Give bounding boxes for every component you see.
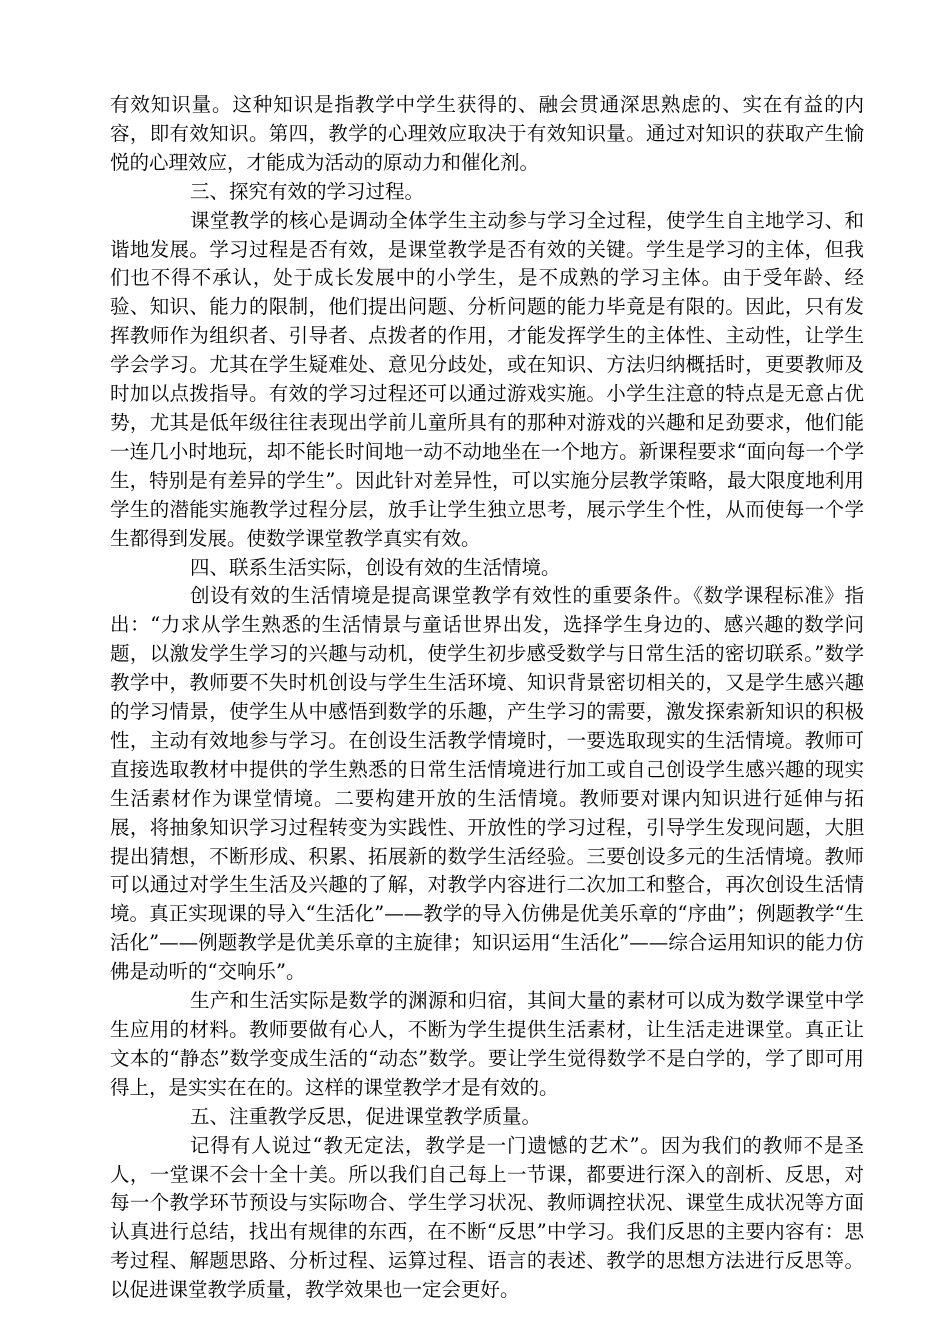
paragraph-reflection: 记得有人说过“教无定法，教学是一门遗憾的艺术”。因为我们的教师不是圣人，一堂课不会十全十美。所以我们自己每上一节课，都要进行深入的剖析、反思，对每一个教学环节预设与实际吻合、学生学习状况、教师调控状况、课堂生成状况等方面认真进行总结，找出有规律的东西，在不断“反思”中学习。我们反思的主要内容有：思考过程、解题思路、分析过程、运算过程、语言的表述、教学的思想方法进行反思等。以促进课堂教学质量，教学效果也一定会更好。 — [110, 1133, 864, 1302]
section-heading-3: 三、探究有效的学习过程。 — [190, 179, 425, 203]
section-heading-5: 五、注重教学反思，促进课堂教学质量。 — [190, 1104, 542, 1128]
paragraph-life-source: 生产和生活实际是数学的渊源和归宿，其间大量的素材可以成为数学课堂中学生应用的材料。教师要做有心人，不断为学生提供生活素材，让生活走进课堂。真正让文本的“静态”数学变成生活的“动态”数学。要让学生觉得数学不是白学的，学了即可用得上，是实实在在的。这样的课堂教学才是有效的。 — [110, 989, 864, 1099]
document-body — [110, 91, 864, 1305]
paragraph-life-situation: 创设有效的生活情境是提高课堂教学有效性的重要条件。《数学课程标准》指出：“力求从学生熟悉的生活情景与童话世界出发，选择学生身边的、感兴趣的数学问题，以激发学生学习的兴趣与动机，使学生初步感受数学与日常生活的密切联系。”数学教学中，教师要不失时机创设与学生生活环境、知识背景密切相关的，又是学生感兴趣的学习情景，使学生从中感悟到数学的乐趣，产生学习的需要，激发探索新知识的积极性，主动有效地参与学习。在创设生活教学情境时，一要选取现实的生活情境。教师可直接选取教材中提供的学生熟悉的日常生活情境进行加工或自己创设学生感兴趣的现实生活素材作为课堂情境。二要构建开放的生活情境。教师要对课内知识进行延伸与拓展，将抽象知识学习过程转变为实践性、开放性的学习过程，引导学生发现问题，大胆提出猜想，不断形成、积累、拓展新的数学生活经验。三要创设多元的生活情境。教师可以通过对学生生活及兴趣的了解，对教学内容进行二次加工和整合，再次创设生活情境。真正实现课的导入“生活化”——教学的导入仿佛是优美乐章的“序曲”；例题教学“生活化”——例题教学是优美乐章的主旋律；知识运用“生活化”——综合运用知识的能力仿佛是动听的“交响乐”。 — [110, 584, 864, 984]
paragraph-continuation: 有效知识量。这种知识是指教学中学生获得的、融会贯通深思熟虑的、实在有益的内容，即有效知识。第四，教学的心理效应取决于有效知识量。通过对知识的获取产生愉悦的心理效应，才能成为活动的原动力和催化剂。 — [110, 93, 864, 174]
paragraph-learning-process: 课堂教学的核心是调动全体学生主动参与学习全过程，使学生自主地学习、和谐地发展。学习过程是否有效，是课堂教学是否有效的关键。学生是学习的主体，但我们也不得不承认，处于成长发展中的小学生，是不成熟的学习主体。由于受年龄、经验、知识、能力的限制，他们提出问题、分析问题的能力毕竟是有限的。因此，只有发挥教师作为组织者、引导者、点拨者的作用，才能发挥学生的主体性、主动性，让学生学会学习。尤其在学生疑难处、意见分歧处，或在知识、方法归纳概括时，更要教师及时加以点拨指导。有效的学习过程还可以通过游戏实施。小学生注意的特点是无意占优势，尤其是低年级往往表现出学前儿童所具有的那种对游戏的兴趣和足劲要求，他们能一连几小时地玩，却不能长时间地一动不动地坐在一个地方。新课程要求“面向每一个学生，特别是有差异的学生”。因此针对差异性，可以实施分层教学策略，最大限度地利用学生的潜能实施教学过程分层，放手让学生独立思考，展示学生个性，从而使每一个学生都得到发展。使数学课堂教学真实有效。 — [110, 208, 864, 550]
section-heading-4: 四、联系生活实际，创设有效的生活情境。 — [190, 555, 561, 579]
